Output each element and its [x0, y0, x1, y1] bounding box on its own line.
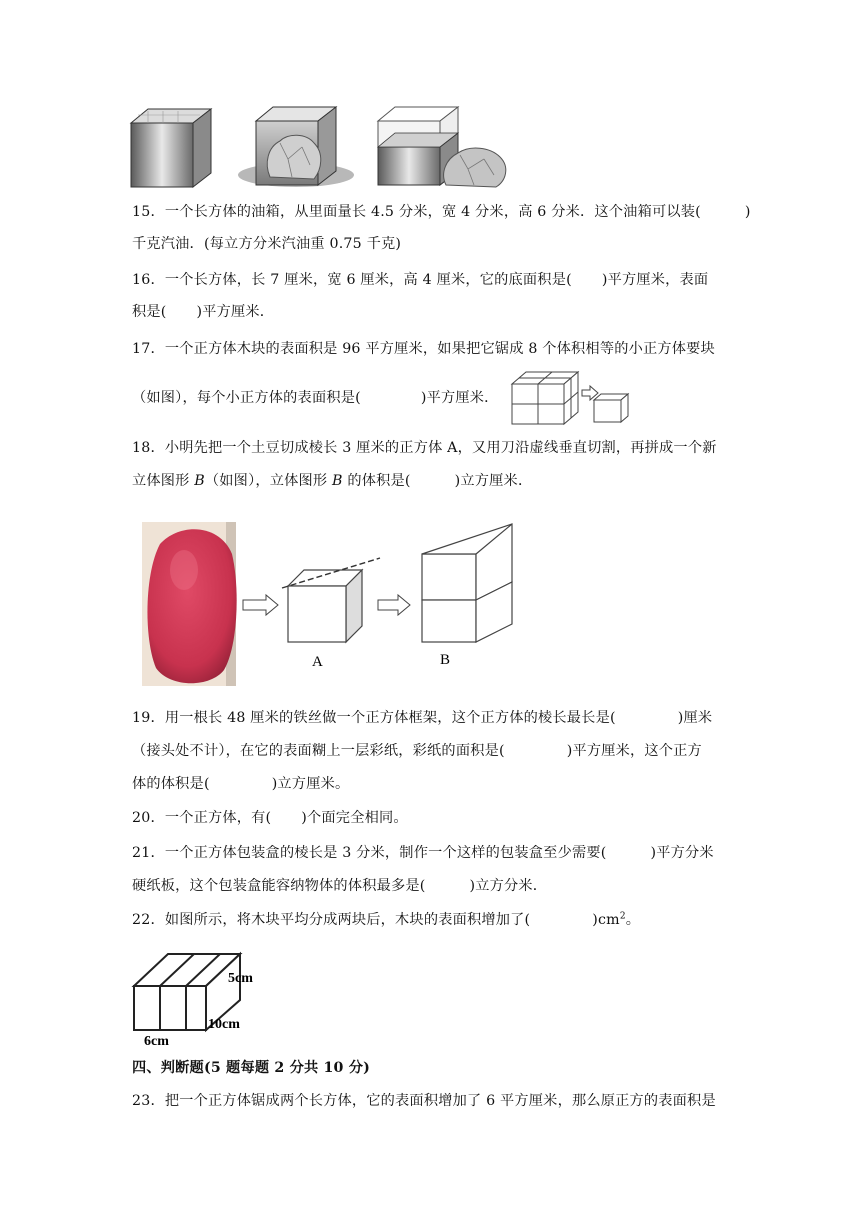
tank-empty-rock-outside: [378, 107, 506, 187]
q17-cube-split-figure: [508, 366, 632, 428]
tank-with-rock: [238, 107, 354, 187]
q17-line1: 17．一个正方体木块的表面积是 96 平方厘米，如果把它锯成 8 个体积相等的小正方体要块: [132, 341, 715, 357]
tank-figures: [128, 103, 513, 191]
q16-line1: 16．一个长方体，长 7 厘米，宽 6 厘米，高 4 厘米，它的底面积是( )平方厘米，表面: [132, 272, 709, 288]
q23-line1: 23．把一个正方体锯成两个长方体，它的表面积增加了 6 平方厘米，那么原正方的表面积是: [132, 1093, 716, 1109]
label-6cm: 6cm: [144, 1034, 169, 1046]
q15-line2: 千克汽油．(每立方分米汽油重 0.75 千克): [132, 236, 402, 252]
q20-line1: 20．一个正方体，有( )个面完全相同。: [132, 810, 408, 826]
q16-line2: 积是( )平方厘米．: [132, 304, 275, 320]
q15-line1: 15．一个长方体的油箱，从里面量长 4.5 分米，宽 4 分米，高 6 分米．这个油箱可以装( ): [132, 204, 751, 220]
cube-a-label: A: [312, 654, 323, 670]
q22-wood-block-figure: [128, 944, 278, 1046]
label-5cm: 5cm: [228, 971, 253, 986]
label-10cm: 10cm: [208, 1017, 240, 1032]
q19-line2: （接头处不计），在它的表面糊上一层彩纸，彩纸的面积是( )平方厘米，这个正方: [132, 743, 702, 759]
q18-line1: 18．小明先把一个土豆切成棱长 3 厘米的正方体 A，又用刀沿虚线垂直切割，再拼成一个新: [132, 440, 717, 456]
q19-line3: 体的体积是( )立方厘米。: [132, 776, 350, 792]
q21-line1: 21．一个正方体包装盒的棱长是 3 分米，制作一个这样的包装盒至少需要( )平方分米: [132, 845, 714, 861]
q17-line2: （如图），每个小正方体的表面积是( )平方厘米．: [132, 390, 499, 406]
section-4-title: 四、判断题(5 题每题 2 分共 10 分): [132, 1060, 371, 1076]
figure-b: [422, 524, 512, 642]
figure-b-label: B: [440, 652, 451, 668]
cube-a: [282, 558, 380, 642]
q22-line1: 22．如图所示，将木块平均分成两块后，木块的表面积增加了( )$cm^2$。: [132, 911, 641, 928]
q18-line2: 立体图形 B（如图），立体图形 B 的体积是( )立方厘米．: [132, 473, 533, 489]
q19-line1: 19．用一根长 48 厘米的铁丝做一个正方体框架，这个正方体的棱长最长是( )厘米: [132, 710, 713, 726]
q21-line2: 硬纸板，这个包装盒能容纳物体的体积最多是( )立方分米．: [132, 878, 548, 894]
q18-potato-cube-figure: [140, 518, 530, 688]
potato-photo: [142, 522, 237, 686]
full-tank: [131, 109, 211, 187]
